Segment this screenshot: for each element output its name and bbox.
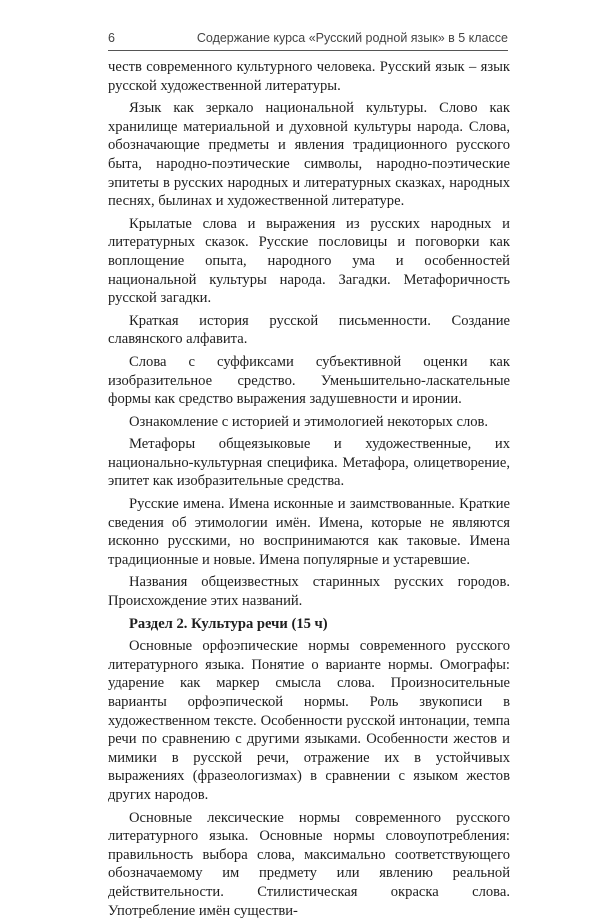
paragraph: Язык как зеркало национальной культуры. Слово как хранилище материальной и духовной культуры народа. Слова, обозначающие предметы и явления традиционного русского быта, народно-поэтические символы, народно-поэтические эпитеты в русских народных и литературных сказках, народных песнях, былинах и художественной литературе. (108, 100, 510, 210)
paragraph: Метафоры общеязыковые и художественные, их национально-культурная специфика. Метафора, олицетворение, эпитет как изобразительные средства. (108, 436, 510, 490)
paragraph: Крылатые слова и выражения из русских народных и литературных сказок. Русские пословицы и поговорки как воплощение опыта, народного ума и особенностей национальной культуры народа. Загадки. Метафоричность русской загадки. (108, 215, 510, 307)
paragraph: Ознакомление с историей и этимологией некоторых слов. (129, 413, 489, 430)
paragraph: Краткая история русской письменности. Создание славянского алфавита. (108, 312, 510, 348)
paragraph: Основные орфоэпические нормы современного русского литературного языка. Понятие о варианте нормы. Омографы: ударение как маркер смысла слова. Произносительные варианты орфоэпической нормы. Роль звукописи в художественном тексте. Особенности русской интонации, темпа речи по сравнению с другими языками. Особенности жестов и мимики в русской речи, отражение их в устойчивых выражениях (фразеологизмах) в сравнении с языком жестов других народов. (108, 638, 510, 803)
page-number: 6 (108, 31, 115, 45)
running-title: Содержание курса «Русский родной язык» в 5 классе (196, 31, 508, 45)
paragraph: Названия общеизвестных старинных русских городов. Происхождение этих названий. (108, 574, 510, 610)
body-text (108, 58, 510, 924)
paragraph: честв современного культурного человека. Русский язык – язык русской художественной литературы. (108, 59, 510, 94)
paragraph: Основные лексические нормы современного русского литературного языка. Основные нормы словоупотребления: правильность выбора слова, максимально соответствующего обозначаемому им предмету или явлению реальной действительности. Стилистическая окраска слова. Употребление имён существи- (108, 809, 510, 919)
paragraph: Русские имена. Имена исконные и заимствованные. Краткие сведения об этимологии имён. Имена, которые не являются исконно русскими, но воспринимаются как таковые. Имена традиционные и новые. Имена популярные и устаревшие. (108, 496, 510, 568)
paragraph: Слова с суффиксами субъективной оценки как изобразительное средство. Уменьшительно-ласкательные формы как средство выражения задушевности и иронии. (108, 353, 510, 408)
running-head (108, 31, 508, 45)
section-heading: Раздел 2. Культура речи (15 ч) (129, 615, 328, 632)
header-divider (108, 50, 508, 51)
